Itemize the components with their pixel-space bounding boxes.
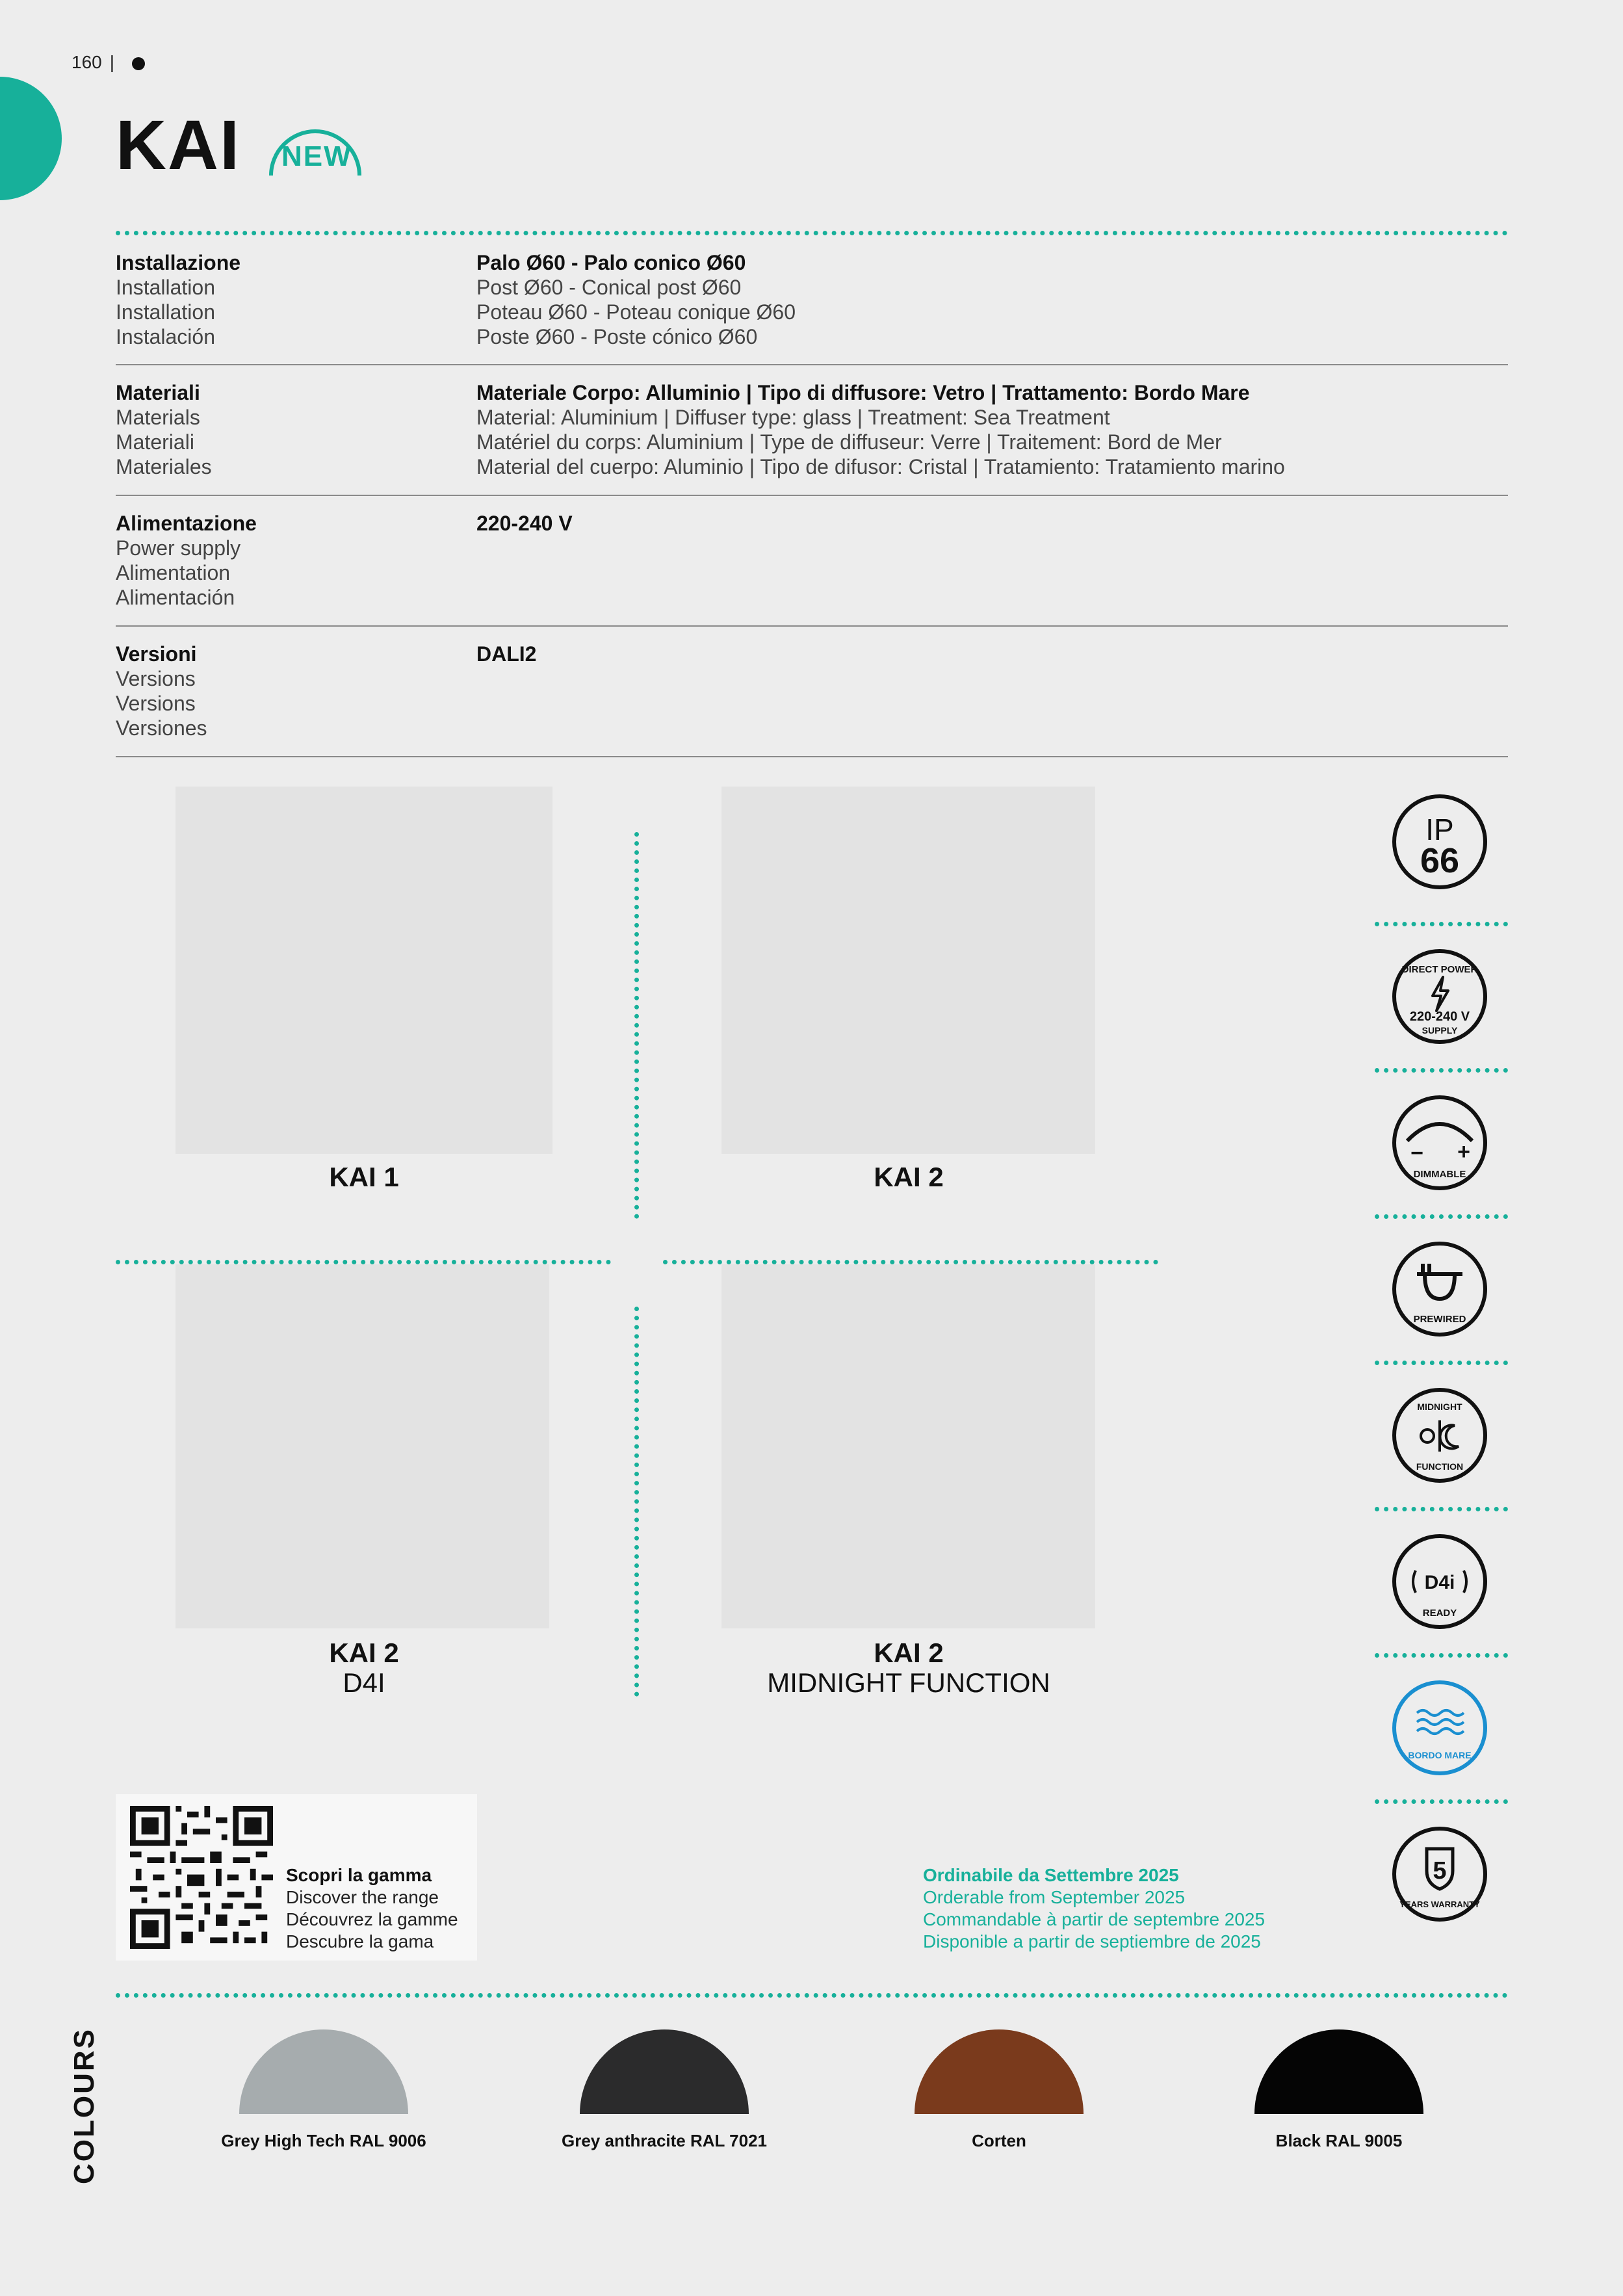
badge-divider bbox=[1375, 1653, 1508, 1658]
qr-code[interactable] bbox=[130, 1806, 273, 1949]
swatch-label: Grey anthracite RAL 7021 bbox=[562, 2131, 767, 2150]
product-image-kai2-midnight bbox=[721, 1264, 1095, 1628]
divider-dots bbox=[116, 1993, 1508, 1998]
grid-divider bbox=[663, 1260, 1158, 1264]
spec-rule bbox=[116, 495, 1508, 496]
page-title: KAI bbox=[116, 105, 240, 184]
badge-divider bbox=[1375, 1214, 1508, 1219]
grid-divider bbox=[116, 1260, 611, 1264]
badge-divider bbox=[1375, 922, 1508, 926]
swatch-label: Corten bbox=[972, 2131, 1026, 2150]
svg-text:DIMMABLE: DIMMABLE bbox=[1413, 1169, 1466, 1180]
bordo-mare-badge bbox=[1391, 1679, 1488, 1777]
product-label: KAI 1 bbox=[329, 1162, 399, 1192]
swatch-corten bbox=[915, 2029, 1084, 2114]
ip66-badge bbox=[1391, 793, 1488, 891]
svg-text:MIDNIGHT: MIDNIGHT bbox=[1417, 1402, 1462, 1412]
grid-divider bbox=[634, 832, 639, 1219]
product-label: KAI 2 D4I bbox=[329, 1637, 399, 1698]
svg-text:D4i: D4i bbox=[1424, 1572, 1455, 1593]
swatch-label: Black RAL 9005 bbox=[1275, 2131, 1403, 2150]
page-number: 160 | bbox=[71, 52, 114, 72]
warranty-badge bbox=[1391, 1825, 1488, 1923]
page-dot bbox=[132, 57, 145, 70]
product-label: KAI 2 bbox=[874, 1162, 944, 1192]
svg-text:READY: READY bbox=[1422, 1608, 1457, 1619]
swatch-grey-high-tech bbox=[239, 2029, 408, 2114]
svg-text:−: − bbox=[1410, 1141, 1423, 1166]
direct-power-badge bbox=[1391, 948, 1488, 1045]
spec-rule bbox=[116, 364, 1508, 365]
svg-text:5: 5 bbox=[1433, 1857, 1447, 1885]
product-image-kai1 bbox=[175, 787, 552, 1154]
swatch-grey-anthracite bbox=[580, 2029, 749, 2114]
swatch-black bbox=[1254, 2029, 1423, 2114]
divider-dots bbox=[116, 231, 1508, 235]
svg-text:66: 66 bbox=[1420, 841, 1460, 880]
prewired-badge bbox=[1391, 1240, 1488, 1338]
badge-divider bbox=[1375, 1361, 1508, 1365]
colours-heading: COLOURS bbox=[68, 2028, 100, 2184]
badge-divider bbox=[1375, 1799, 1508, 1804]
dimmable-badge bbox=[1391, 1094, 1488, 1192]
badge-divider bbox=[1375, 1507, 1508, 1511]
qr-caption: Scopri la gamma Discover the range Découvrez la gamme Descubre la gama bbox=[286, 1865, 458, 1951]
svg-text:220-240 V: 220-240 V bbox=[1409, 1010, 1470, 1024]
swatch-label: Grey High Tech RAL 9006 bbox=[221, 2131, 426, 2150]
badge-divider bbox=[1375, 1068, 1508, 1073]
svg-text:IP: IP bbox=[1425, 813, 1454, 846]
spec-rule bbox=[116, 756, 1508, 757]
grid-divider bbox=[634, 1307, 639, 1697]
svg-text:BORDO MARE: BORDO MARE bbox=[1408, 1750, 1472, 1760]
product-image-kai2 bbox=[721, 787, 1095, 1154]
svg-text:SUPPLY: SUPPLY bbox=[1422, 1025, 1458, 1036]
svg-text:FUNCTION: FUNCTION bbox=[1416, 1461, 1464, 1472]
product-image-kai2-d4i bbox=[175, 1264, 549, 1628]
new-badge: NEW bbox=[263, 117, 367, 182]
svg-text:DIRECT POWER: DIRECT POWER bbox=[1401, 964, 1478, 975]
svg-text:YEARS WARRANTY: YEARS WARRANTY bbox=[1399, 1899, 1480, 1909]
orderable-note: Ordinabile da Settembre 2025 Orderable from September 2025 Commandable à partir de septembre 2025 Disponible a partir de septiembre de 2025 bbox=[923, 1865, 1266, 1951]
svg-text:+: + bbox=[1457, 1140, 1470, 1164]
product-label: KAI 2 MIDNIGHT FUNCTION bbox=[767, 1637, 1050, 1698]
accent-circle bbox=[0, 77, 62, 200]
svg-text:PREWIRED: PREWIRED bbox=[1413, 1314, 1466, 1325]
d4i-ready-badge bbox=[1391, 1533, 1488, 1630]
spec-rule bbox=[116, 625, 1508, 627]
midnight-function-badge bbox=[1391, 1387, 1488, 1484]
